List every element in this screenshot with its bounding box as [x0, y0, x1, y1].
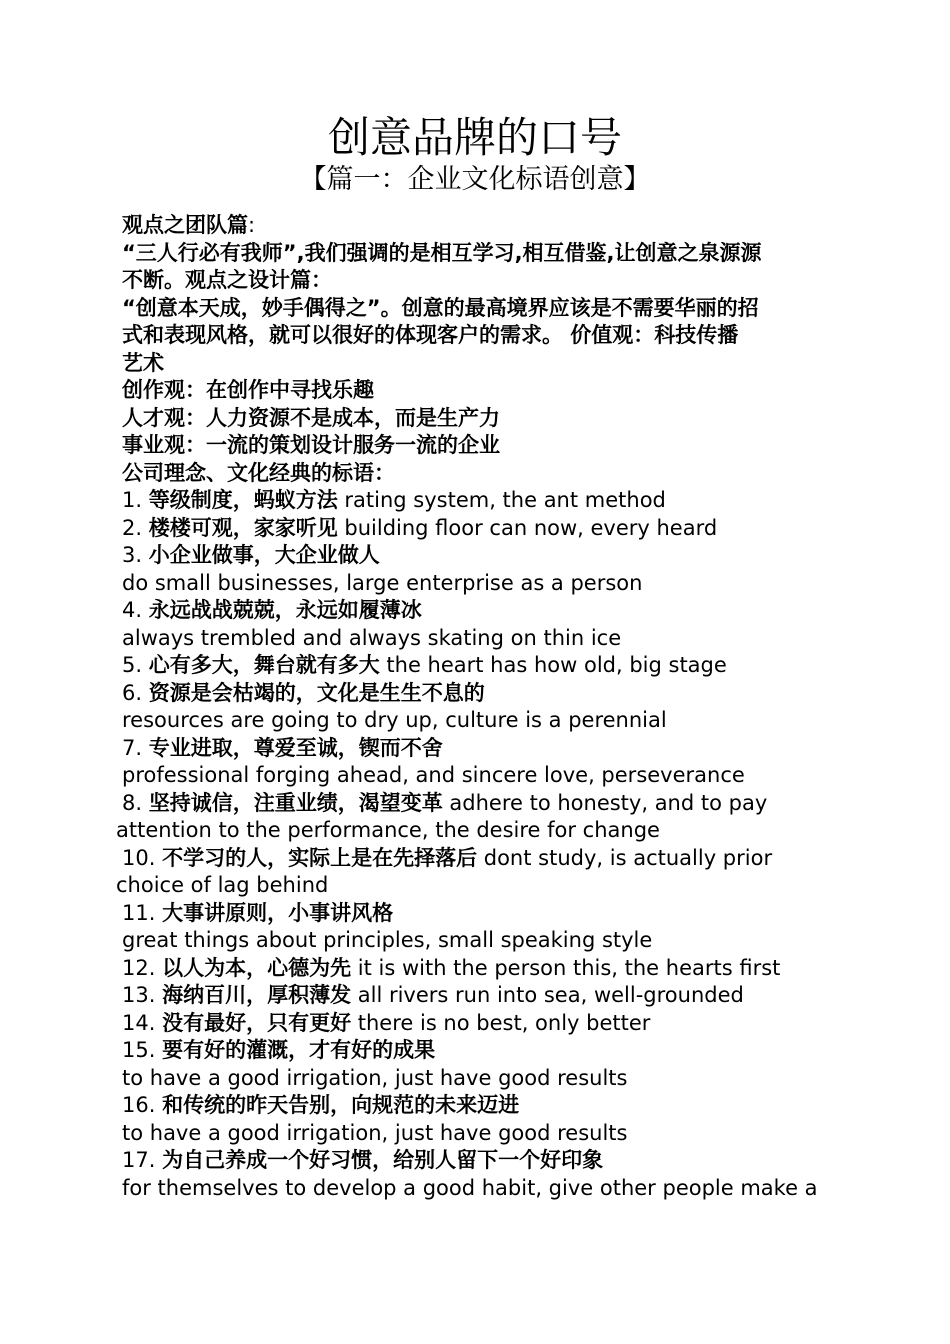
text-line	[116, 680, 836, 708]
item-number: 8.	[122, 790, 149, 815]
english-text: great things about principles, small speaking style	[122, 928, 653, 952]
item-number: 3.	[122, 543, 149, 567]
item-number: 2.	[122, 515, 149, 540]
chinese-text: 心有多大，舞台就有多大	[148, 653, 380, 677]
text-line	[116, 212, 836, 240]
text-line	[116, 1010, 836, 1038]
item-number: 11.	[122, 900, 163, 925]
text-line	[116, 735, 836, 763]
english-text: rating system, the ant method	[337, 488, 666, 512]
english-text: building floor can now, every heard	[337, 515, 718, 540]
text-line	[116, 1065, 836, 1093]
chinese-text: 永远战战兢兢，永远如履薄冰	[148, 598, 422, 622]
english-text: attention to the performance, the desire for change	[116, 818, 660, 842]
english-text: the heart has how old, big stage	[379, 653, 727, 677]
chinese-text: 坚持诚信，注重业绩，渴望变革	[148, 790, 443, 815]
chinese-text: 人才观：人力资源不是成本，而是生产力	[122, 405, 500, 430]
text-line	[116, 955, 836, 983]
english-text: do small businesses, large enterprise as a person	[122, 570, 643, 595]
english-text: always trembled and always skating on thin ice	[122, 625, 622, 650]
item-number: 7.	[122, 735, 149, 760]
text-line	[116, 1175, 836, 1203]
text-line	[116, 817, 836, 845]
text-line	[116, 625, 836, 653]
item-number: 13.	[122, 983, 163, 1007]
english-text: all rivers run into sea, well-grounded	[351, 983, 744, 1007]
text-line	[116, 652, 836, 680]
chinese-text: 等级制度，蚂蚁方法	[148, 488, 338, 512]
document-title: 创意品牌的口号	[327, 113, 622, 162]
chinese-text: 小企业做事，大企业做人	[148, 543, 380, 567]
text-line	[116, 927, 836, 955]
chinese-text: 资源是会枯竭的，文化是生生不息的	[148, 680, 485, 705]
text-line	[116, 762, 836, 790]
chinese-text: 和传统的昨天告别，向规范的未来迈进	[162, 1093, 520, 1117]
text-line	[116, 982, 836, 1010]
english-text: dont study, is actually prior	[477, 845, 773, 870]
text-line	[116, 240, 836, 268]
english-text: :	[248, 213, 256, 237]
chinese-text: “三人行必有我师”,我们强调的是相互学习,相互借鉴,让创意之泉源源	[122, 240, 762, 265]
text-line	[116, 845, 836, 873]
text-line	[116, 707, 836, 735]
chinese-text: 以人为本，心德为先	[162, 955, 352, 980]
text-line	[116, 1037, 836, 1065]
document-subtitle: 【篇一：企业文化标语创意】	[299, 164, 651, 195]
english-text: choice of lag behind	[116, 873, 329, 897]
chinese-text: 观点之团队篇	[122, 213, 248, 237]
text-line	[116, 1092, 836, 1120]
english-text: to have a good irrigation, just have good results	[122, 1065, 628, 1090]
text-line	[116, 872, 836, 900]
item-number: 10.	[122, 845, 163, 870]
item-number: 16.	[122, 1093, 163, 1117]
text-line	[116, 900, 836, 928]
chinese-text: 没有最好，只有更好	[162, 1010, 352, 1035]
item-number: 12.	[122, 955, 163, 980]
text-line	[116, 295, 836, 323]
item-number: 15.	[122, 1038, 163, 1062]
chinese-text: 式和表现风格，就可以很好的体现客户的需求。 价值观：科技传播	[122, 323, 739, 347]
english-text: resources are going to dry up, culture is a perennial	[122, 708, 667, 732]
text-line	[116, 1120, 836, 1148]
text-line	[116, 405, 836, 433]
chinese-text: 艺术	[122, 350, 164, 375]
text-line	[116, 267, 836, 295]
chinese-text: 公司理念、文化经典的标语：	[122, 460, 395, 485]
document-body	[116, 212, 836, 1202]
text-line	[116, 487, 836, 515]
text-line	[116, 460, 836, 488]
text-line	[116, 570, 836, 598]
chinese-text: 为自己养成一个好习惯，给别人留下一个好印象	[162, 1148, 604, 1172]
text-line	[116, 322, 836, 350]
chinese-text: 事业观：一流的策划设计服务一流的企业	[122, 433, 500, 457]
chinese-text: 要有好的灌溉，才有好的成果	[162, 1038, 436, 1062]
text-line	[116, 350, 836, 378]
english-text: professional forging ahead, and sincere love, perseverance	[122, 763, 745, 787]
text-line	[116, 515, 836, 543]
english-text: for themselves to develop a good habit, give other people make a	[122, 1175, 818, 1200]
chinese-text: “创意本天成，妙手偶得之”。创意的最高境界应该是不需要华丽的招	[122, 295, 759, 320]
item-number: 1.	[122, 488, 149, 512]
chinese-text: 楼楼可观，家家听见	[148, 515, 338, 540]
item-number: 17.	[122, 1148, 163, 1172]
chinese-text: 不断。观点之设计篇：	[122, 268, 332, 292]
text-line	[116, 1147, 836, 1175]
english-text: adhere to honesty, and to pay	[442, 790, 768, 815]
chinese-text: 专业进取，尊爱至诚，锲而不舍	[148, 735, 443, 760]
item-number: 6.	[122, 680, 149, 705]
english-text: it is with the person this, the hearts first	[351, 955, 781, 980]
item-number: 5.	[122, 653, 149, 677]
text-line	[116, 790, 836, 818]
chinese-text: 不学习的人，实际上是在先择落后	[162, 845, 478, 870]
text-line	[116, 377, 836, 405]
item-number: 14.	[122, 1010, 163, 1035]
chinese-text: 海纳百川，厚积薄发	[162, 983, 352, 1007]
item-number: 4.	[122, 598, 149, 622]
english-text: to have a good irrigation, just have good results	[122, 1120, 628, 1145]
text-line	[116, 597, 836, 625]
chinese-text: 创作观：在创作中寻找乐趣	[122, 378, 374, 402]
text-line	[116, 542, 836, 570]
english-text: there is no best, only better	[351, 1010, 651, 1035]
chinese-text: 大事讲原则，小事讲风格	[162, 900, 394, 925]
text-line	[116, 432, 836, 460]
